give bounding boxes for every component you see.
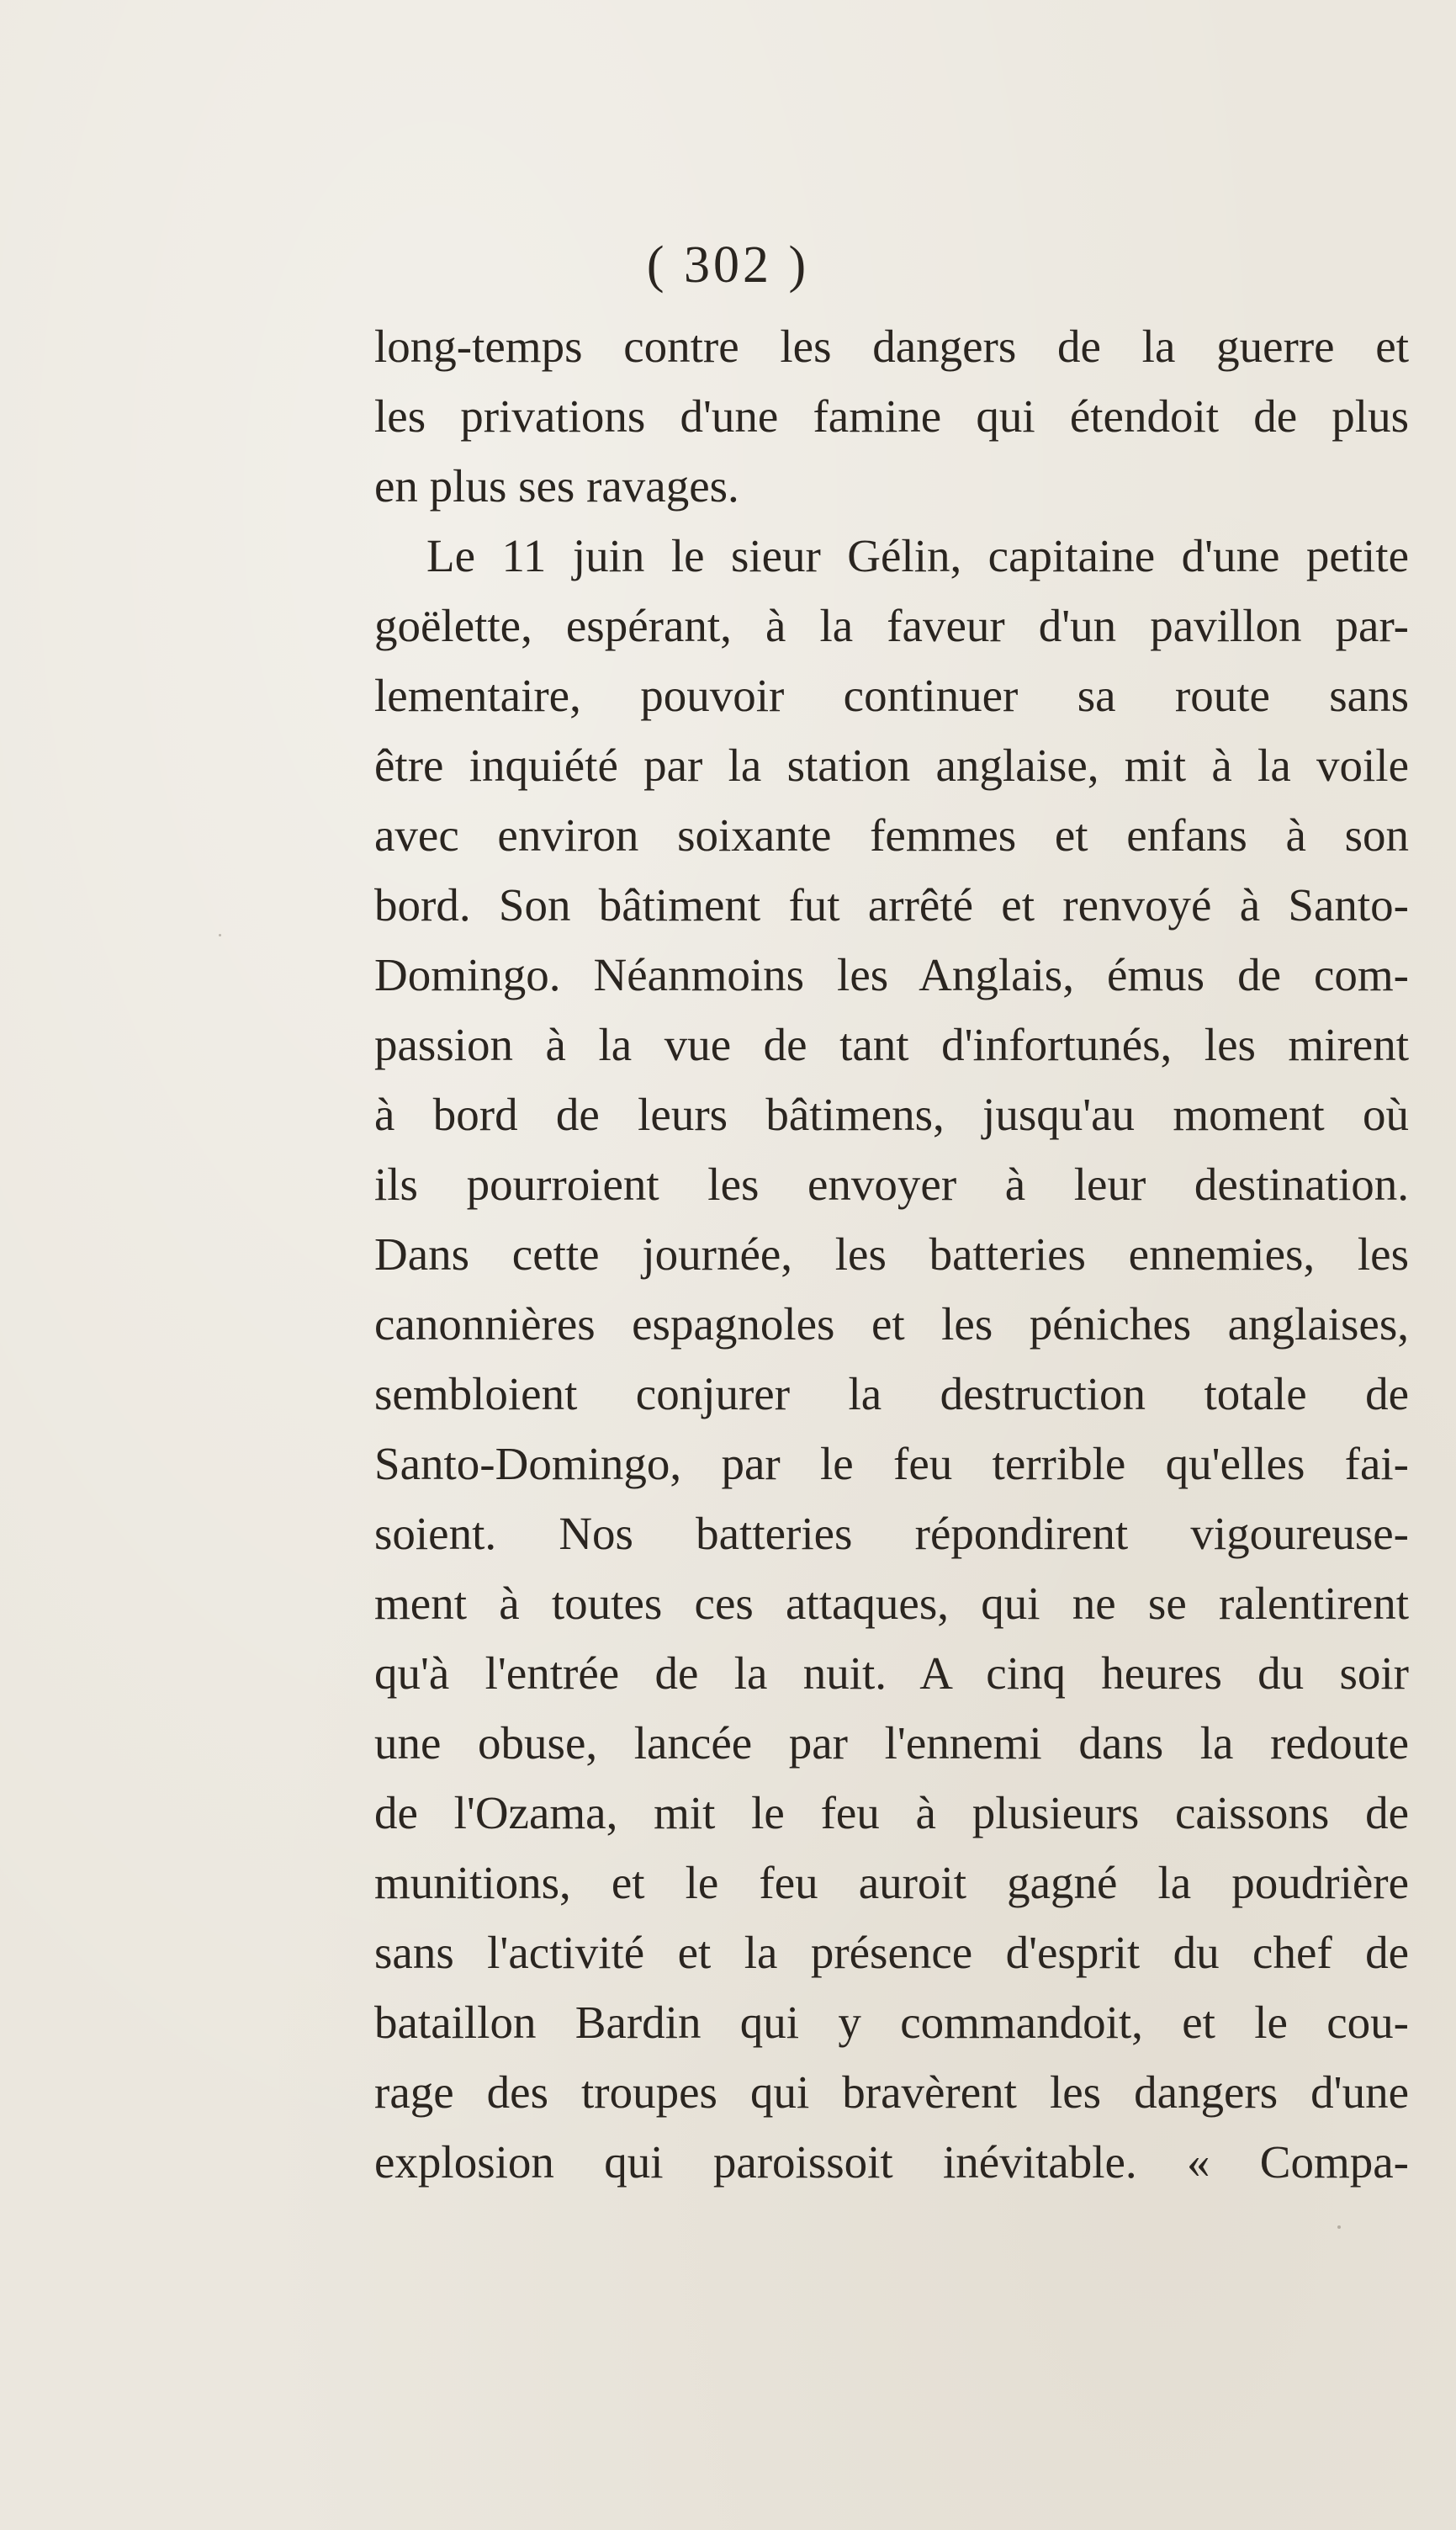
text-line: goëlette, espérant, à la faveur d'un pavillon par-	[374, 600, 1409, 651]
text-line: munitions, et le feu auroit gagné la poudrière	[374, 1857, 1409, 1908]
text-line: passion à la vue de tant d'infortunés, les mirent	[374, 1019, 1409, 1070]
text-line: avec environ soixante femmes et enfans à son	[374, 809, 1409, 861]
text-line: lementaire, pouvoir continuer sa route sans	[374, 670, 1409, 721]
text-line: en plus ses ravages.	[374, 460, 739, 512]
text-line: à bord de leurs bâtimens, jusqu'au moment où	[374, 1089, 1409, 1140]
text-line: soient. Nos batteries répondirent vigoureuse-	[374, 1508, 1409, 1559]
text-line: explosion qui paroissoit inévitable. « Compa-	[374, 2136, 1409, 2188]
text-line: rage des troupes qui bravèrent les dangers d'une	[374, 2066, 1409, 2118]
text-line: canonnières espagnoles et les péniches anglaises,	[374, 1298, 1409, 1350]
text-line: les privations d'une famine qui étendoit de plus	[374, 390, 1409, 442]
text-line: long-temps contre les dangers de la guerre et	[374, 321, 1409, 372]
text-line: Domingo. Néanmoins les Anglais, émus de com-	[374, 949, 1409, 1000]
paper-speck	[219, 934, 221, 936]
text-line: bataillon Bardin qui y commandoit, et le cou-	[374, 1997, 1409, 2048]
page-number: ( 302 )	[646, 236, 810, 294]
text-line: bord. Son bâtiment fut arrêté et renvoyé à Santo-	[374, 879, 1409, 931]
text-line: être inquiété par la station anglaise, mit à la voile	[374, 740, 1409, 791]
text-line: Le 11 juin le sieur Gélin, capitaine d'une petite	[426, 530, 1409, 581]
text-line: ils pourroient les envoyer à leur destination.	[374, 1159, 1409, 1210]
text-line: une obuse, lancée par l'ennemi dans la redoute	[374, 1717, 1409, 1769]
body-text	[374, 311, 1409, 2197]
text-line: Santo-Domingo, par le feu terrible qu'elles fai-	[374, 1438, 1409, 1489]
text-line: ment à toutes ces attaques, qui ne se ralentirent	[374, 1578, 1409, 1629]
text-line: sembloient conjurer la destruction totale de	[374, 1368, 1409, 1419]
text-line: de l'Ozama, mit le feu à plusieurs caissons de	[374, 1787, 1409, 1838]
text-line: Dans cette journée, les batteries ennemies, les	[374, 1228, 1409, 1280]
text-line: sans l'activité et la présence d'esprit du chef de	[374, 1927, 1409, 1978]
text-line: qu'à l'entrée de la nuit. A cinq heures du soir	[374, 1647, 1409, 1699]
paper-speck	[1337, 2225, 1341, 2229]
